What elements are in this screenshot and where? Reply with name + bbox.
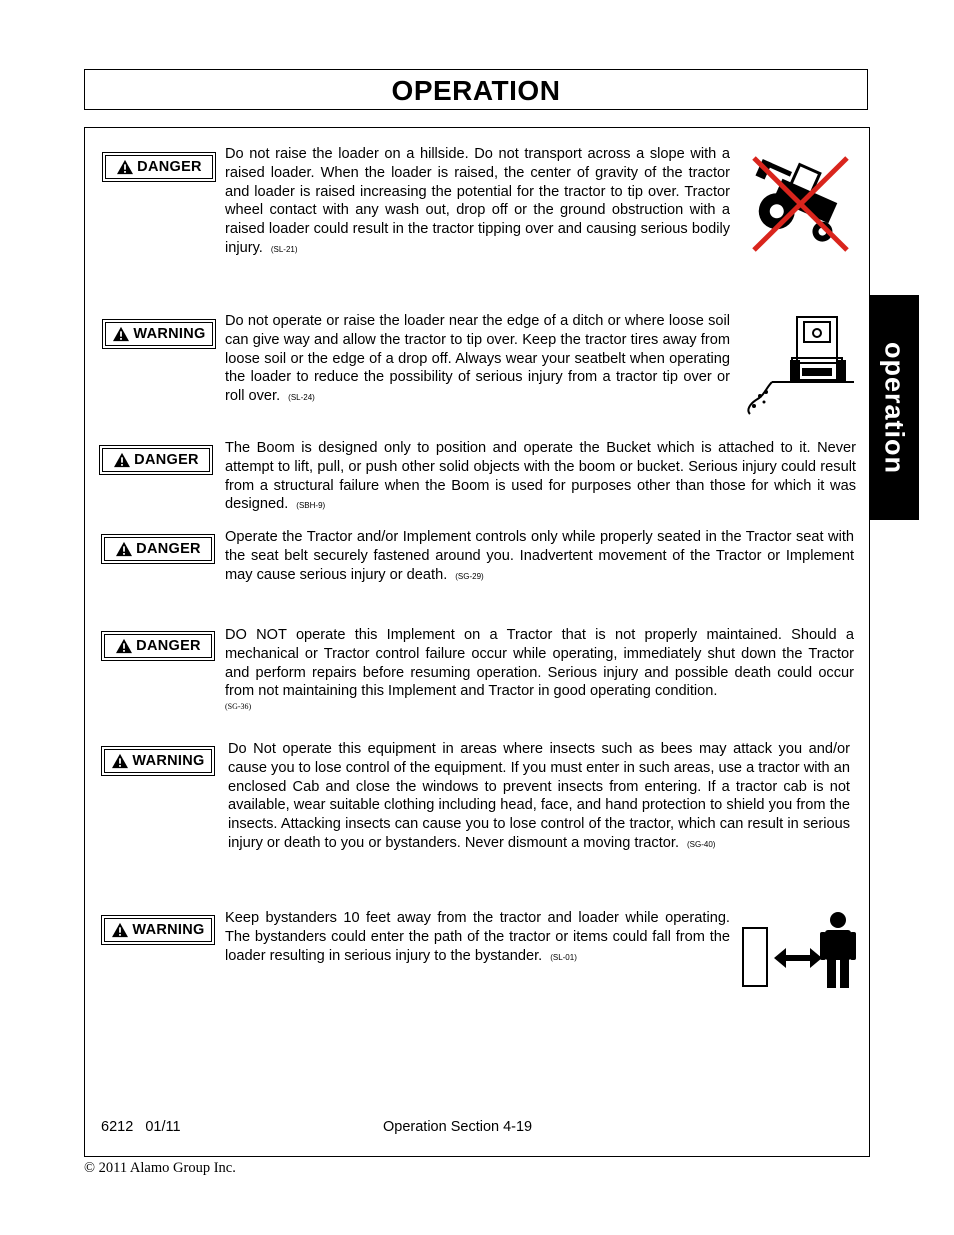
warning-badge — [101, 746, 215, 776]
section-tab — [869, 295, 919, 520]
hazard-triangle-icon — [116, 159, 134, 175]
danger-badge — [101, 534, 215, 564]
message-text: Do not operate or raise the loader near the edge of a ditch or where loose soil can give way and allow the tractor to tip over. Keep the tractor tires away from loose soil or the edge of a drop off. Always wear your seatbelt when operating the loader to reduce the possibility of serious injury from a tractor tip over or roll over. — [225, 313, 730, 405]
message-text: The Boom is designed only to position and operate the Bucket which is attached to it. Never attempt to lift, pull, or push other solid objects with the boom or bucket. Serious injury could result from a structural failure when the Boom is used for purposes other than those for which it was designed. — [225, 440, 856, 513]
hazard-triangle-icon — [111, 922, 129, 938]
message-code: (SG-40) — [687, 839, 716, 849]
badge-label: DANGER — [136, 541, 201, 557]
message-code: (SL-01) — [550, 952, 577, 962]
message-text: Do Not operate this equipment in areas where insects such as bees may attack you and/or cause you to lose control of the equipment. If you must enter in such areas, use a tractor with an enclosed Cab and close the windows to prevent insects from entering. If a tractor cab is not available, wear suitable clothing including head, face, and hand protection to shield you from the insects. Attacking insects can cause you to lose control of the tractor, which can result in serious injury or death to you or bystanders. Never dismount a moving tractor. — [228, 741, 850, 851]
message-code: (SL-24) — [288, 393, 315, 403]
danger-badge — [101, 631, 215, 661]
page-title: OPERATION — [391, 75, 561, 106]
warning-badge — [102, 319, 216, 349]
badge-label: DANGER — [134, 452, 199, 468]
safety-message — [225, 528, 854, 586]
footer-model: 6212 — [101, 1119, 134, 1135]
tipping-tractor-prohibited-icon — [742, 148, 857, 258]
message-code: (SL-21) — [270, 244, 298, 254]
footer-section: Operation Section 4-19 — [383, 1119, 533, 1135]
bystander-distance-icon — [740, 910, 858, 990]
safety-message — [225, 909, 730, 967]
badge-label: DANGER — [137, 159, 202, 175]
tractor-near-ditch-icon — [742, 312, 854, 420]
safety-message — [225, 439, 856, 516]
copyright: © 2011 Alamo Group Inc. — [84, 1160, 236, 1176]
danger-badge — [99, 445, 213, 475]
message-text: DO NOT operate this Implement on a Tractor that is not properly maintained. Should a mechanical or Tractor control failure occur while operating, immediately shut down the Tractor and perform repairs before resuming operation. Serious injury and possible death could occur from not maintaining this Implement and Tractor in good operating condition. — [225, 627, 854, 700]
hazard-triangle-icon — [115, 541, 133, 557]
header-box — [84, 69, 868, 110]
footer-doc-id — [101, 1119, 181, 1135]
message-text: Do not raise the loader on a hillside. Do not transport across a slope with a raised loader. When the loader is raised, the center of gravity of the tractor and loader is raised increasing the potential for the tractor to tip over. Tractor wheel contact with any wash out, drop off or the ground obstruction with a raised loader could result in the tractor tipping over and causing serious bodily injury. — [225, 146, 730, 256]
hazard-triangle-icon — [112, 326, 130, 342]
message-text: Operate the Tractor and/or Implement controls only while properly seated in the Tractor seat with the seat belt securely fastened around you. Inadvertent movement of the Tractor or Implement may cause serious injury or death. — [225, 529, 854, 583]
safety-message — [228, 740, 850, 855]
badge-label: WARNING — [132, 922, 205, 938]
hazard-triangle-icon — [113, 452, 131, 468]
danger-badge — [102, 152, 216, 182]
safety-message — [225, 626, 854, 713]
message-code: (SBH-9) — [296, 501, 326, 511]
message-code: (SG-29) — [455, 571, 484, 581]
safety-message — [225, 145, 730, 260]
section-tab-label: operation — [879, 341, 910, 474]
warning-badge — [101, 915, 215, 945]
message-code: (SG-36) — [225, 702, 252, 712]
badge-label: WARNING — [132, 753, 205, 769]
safety-message — [225, 312, 730, 408]
hazard-triangle-icon — [115, 638, 133, 654]
message-text: Keep bystanders 10 feet away from the tractor and loader while operating. The bystanders could enter the path of the tractor or items could fall from the loader resulting in serious injury to the bystander. — [225, 910, 730, 964]
badge-label: DANGER — [136, 638, 201, 654]
footer-date: 01/11 — [145, 1119, 181, 1135]
hazard-triangle-icon — [111, 753, 129, 769]
badge-label: WARNING — [133, 326, 206, 342]
